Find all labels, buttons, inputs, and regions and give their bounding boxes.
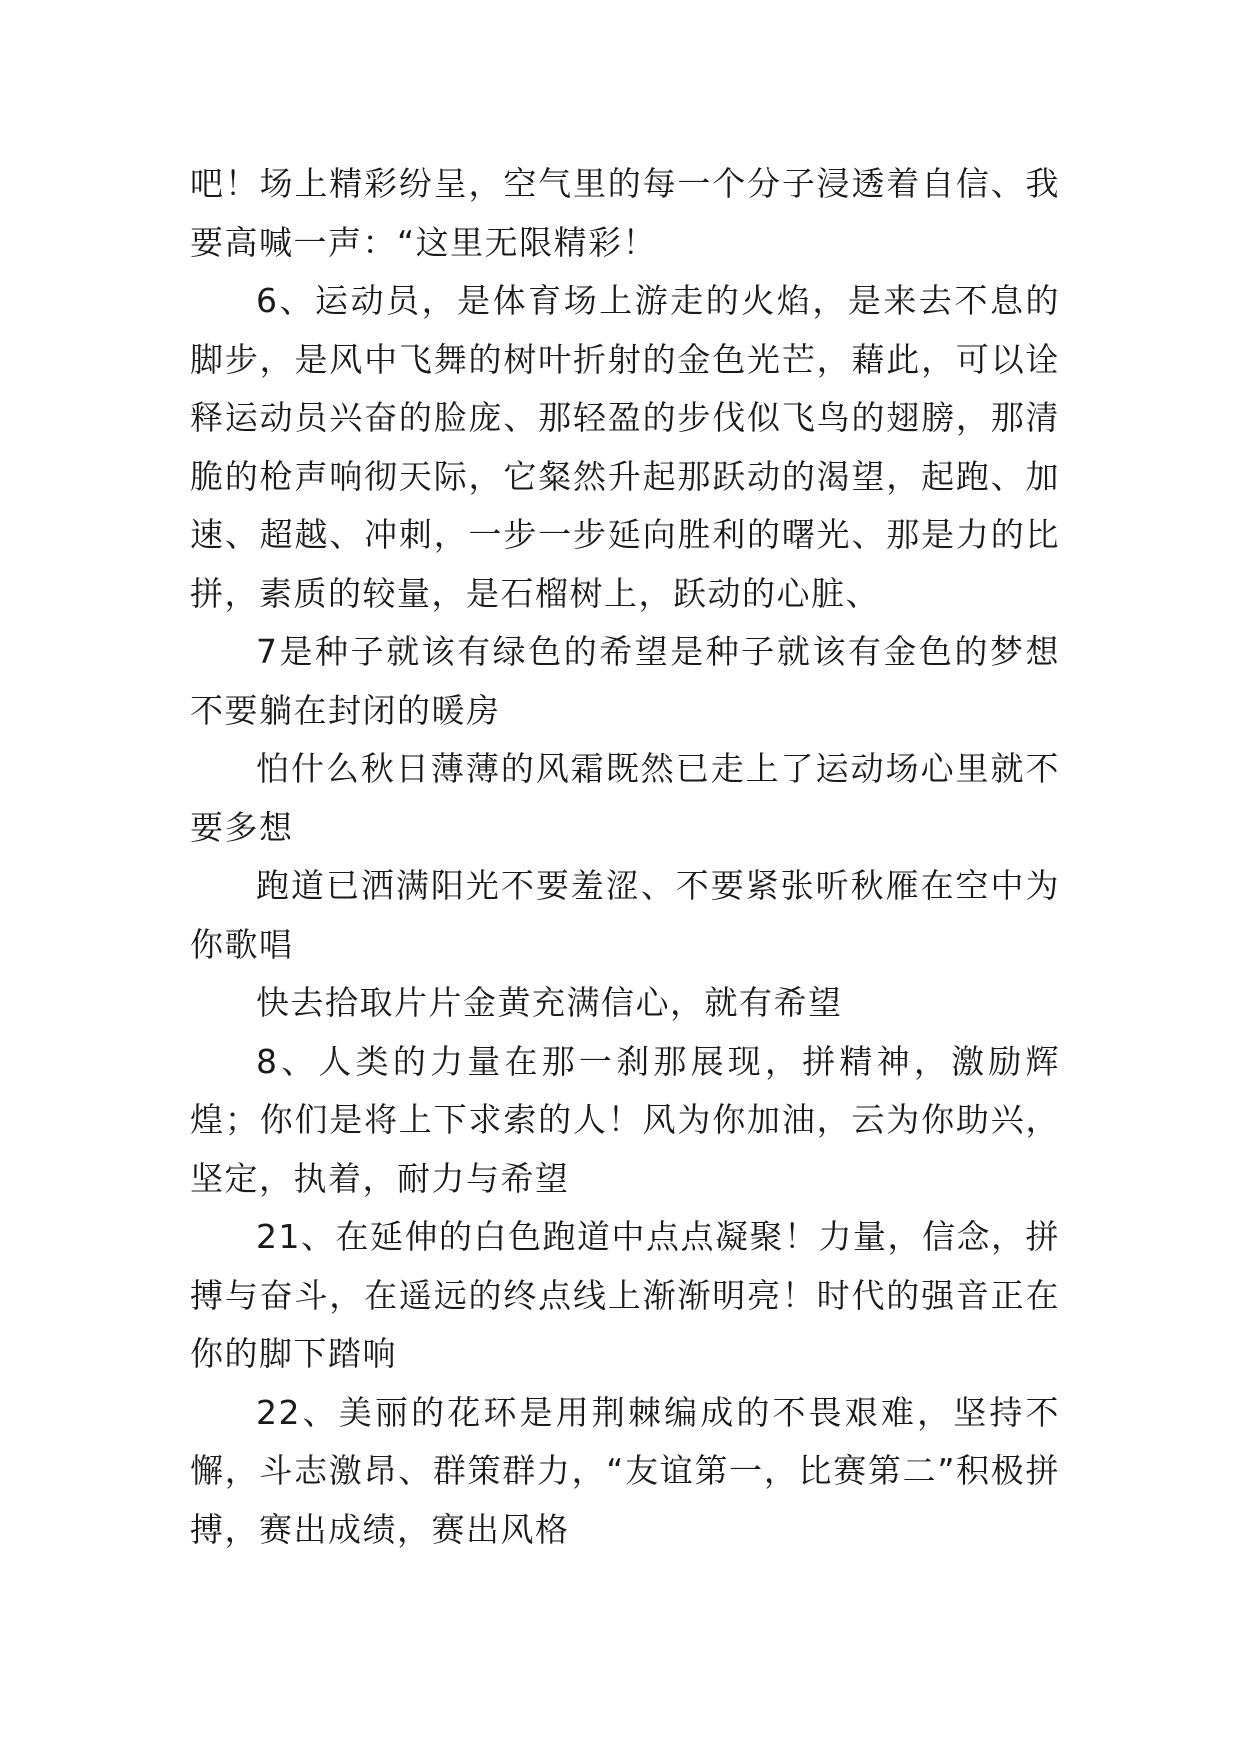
paragraph-continuation: 吧！场上精彩纷呈，空气里的每一个分子浸透着自信、我要高喊一声：“这里无限精彩！: [190, 164, 1060, 262]
paragraph-22: 22、美丽的花环是用荆棘编成的不畏艰难，坚持不懈，斗志激昂、群策群力，“友谊第一，比赛第二”积极拼搏，赛出成绩，赛出风格: [190, 1392, 1060, 1549]
paragraph-21: 21、在延伸的白色跑道中点点凝聚！力量，信念，拼搏与奋斗，在遥远的终点线上渐渐明亮！时代的强音正在你的脚下踏响: [190, 1217, 1060, 1373]
paragraph-7: 7是种子就该有绿色的希望是种子就该有金色的梦想不要躺在封闭的暖房: [190, 632, 1060, 730]
paragraph-8: 8、人类的力量在那一刹那展现，拼精神，激励辉煌；你们是将上下求索的人！风为你加油，云为你助兴，坚定，执着，耐力与希望: [190, 1041, 1060, 1198]
paragraph-7-line-4: 快去拾取片片金黄充满信心，就有希望: [256, 983, 843, 1022]
paragraph-7-line-3: 跑道已洒满阳光不要羞涩、不要紧张听秋雁在空中为你歌唱: [190, 866, 1060, 964]
document-body: [190, 155, 1060, 1559]
paragraph-6: 6、运动员，是体育场上游走的火焰，是来去不息的脚步，是风中飞舞的树叶折射的金色光芒，藉此，可以诠释运动员兴奋的脸庞、那轻盈的步伐似飞鸟的翅膀，那清脆的枪声响彻天际，它粲然升起那跃动的渴望，起跑、加速、超越、冲刺，一步一步延向胜利的曙光、那是力的比拼，素质的较量，是石榴树上，跃动的心脏、: [190, 281, 1060, 613]
paragraph-7-line-2: 怕什么秋日薄薄的风霜既然已走上了运动场心里就不要多想: [190, 749, 1060, 847]
